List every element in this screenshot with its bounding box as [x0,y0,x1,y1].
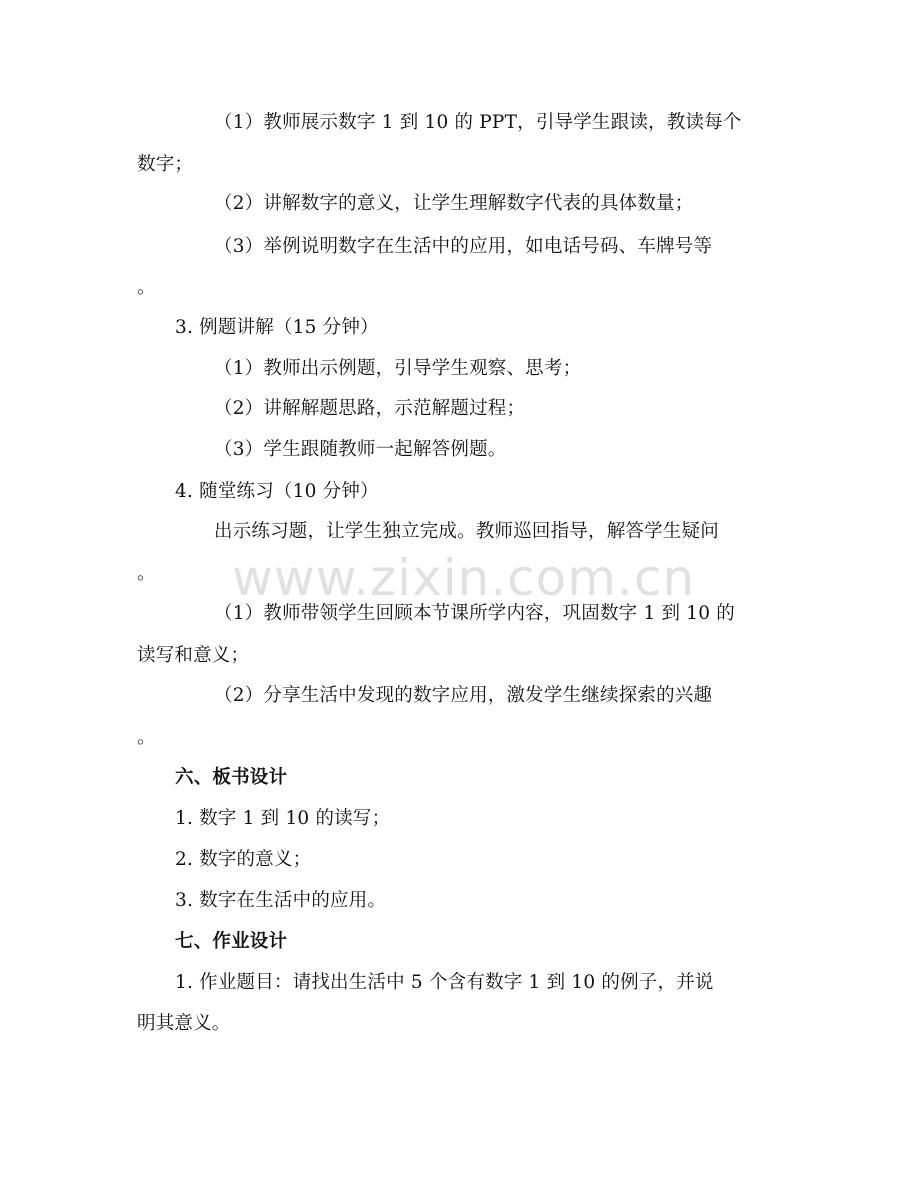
text-line: 。 [137,277,156,298]
text-line: 出示练习题，让学生独立完成。教师巡回指导，解答学生疑问 [214,521,719,542]
section-heading: 六、板书设计 [175,767,288,788]
text-line: 1. 作业题目：请找出生活中 5 个含有数字 1 到 10 的例子，并说 [175,972,714,993]
text-line: （1）教师展示数字 1 到 10 的 PPT，引导学生跟读，教读每个 [214,112,742,133]
text-line: 3. 例题讲解（15 分钟） [175,317,379,338]
text-line: 读写和意义； [137,645,250,666]
text-line: （2）讲解数字的意义，让学生理解数字代表的具体数量； [214,193,694,214]
text-line: 。 [137,563,156,584]
section-heading: 七、作业设计 [175,931,288,952]
text-line: （3）学生跟随教师一起解答例题。 [214,439,507,460]
text-line: 明其意义。 [137,1013,231,1034]
text-line: 。 [137,727,156,748]
text-line: （1）教师出示例题，引导学生观察、思考； [214,358,582,379]
text-line: （3）举例说明数字在生活中的应用，如电话号码、车牌号等 [214,236,713,257]
text-line: （2）讲解解题思路，示范解题过程； [214,398,526,419]
text-line: （2）分享生活中发现的数字应用，激发学生继续探索的兴趣 [214,685,713,706]
watermark: www.zixin.com.cn [232,549,696,607]
text-line: 3. 数字在生活中的应用。 [175,890,387,911]
text-line: 2. 数字的意义； [175,849,312,870]
text-line: 数字； [137,154,194,175]
text-line: 1. 数字 1 到 10 的读写； [175,808,391,829]
text-line: （1）教师带领学生回顾本节课所学内容，巩固数字 1 到 10 的 [214,603,736,624]
text-line: 4. 随堂练习（10 分钟） [175,481,379,502]
